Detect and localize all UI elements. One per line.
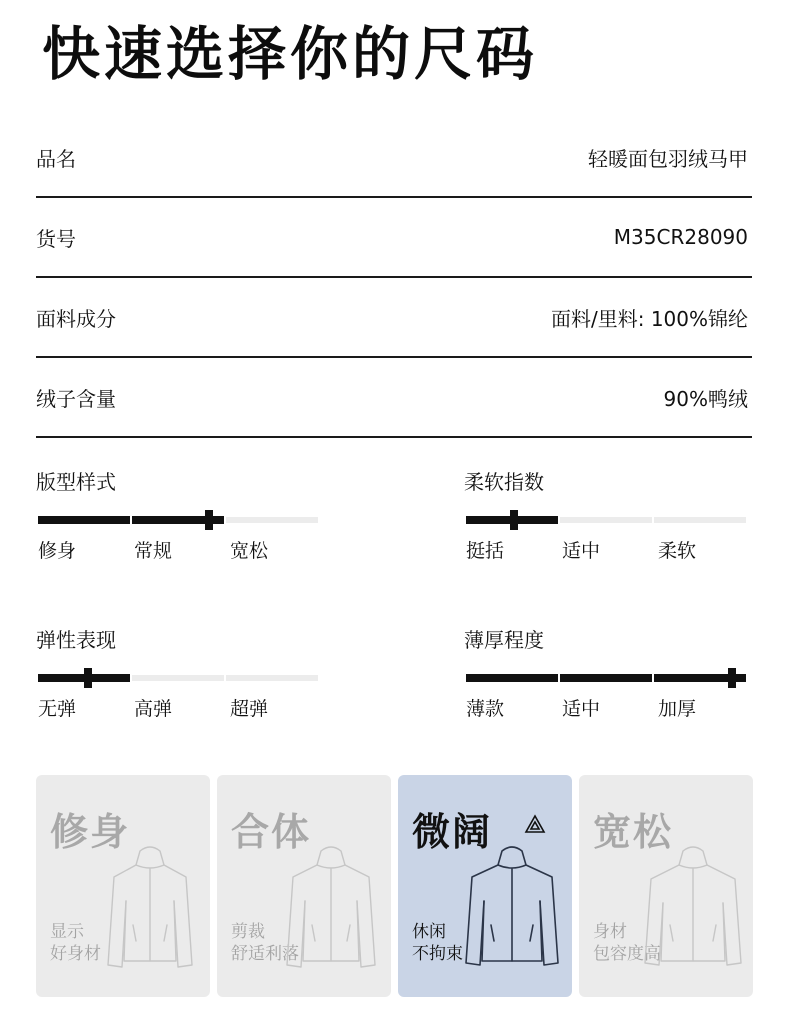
metric-scale — [36, 510, 320, 562]
fit-card-desc-line: 剪裁 — [231, 922, 265, 942]
hooded-jacket-icon — [100, 841, 200, 971]
scale-label: 柔软 — [658, 540, 697, 562]
scale-marker — [205, 510, 213, 530]
metric-scale — [36, 668, 320, 720]
hooded-jacket-icon — [281, 841, 381, 971]
info-value: M35CR28090 — [613, 225, 748, 249]
triangle-logo-icon — [524, 813, 546, 835]
scale-segment — [466, 674, 558, 682]
scale-segment — [38, 516, 130, 524]
scale-label: 常规 — [134, 540, 173, 562]
info-label: 绒子含量 — [36, 386, 116, 411]
metric-thickness — [464, 626, 748, 720]
info-row-product-name — [36, 118, 752, 198]
fit-card-name: 合体 — [231, 810, 312, 854]
scale-segment — [560, 674, 652, 682]
scale-label: 适中 — [562, 540, 601, 562]
scale-label: 适中 — [562, 698, 601, 720]
fit-card-desc-line: 好身材 — [50, 944, 101, 964]
hooded-jacket-icon — [462, 841, 562, 971]
scale-segment — [560, 517, 652, 523]
scale-marker — [84, 668, 92, 688]
scale-label: 修身 — [38, 540, 77, 562]
scale-marker — [728, 668, 736, 688]
info-row-fabric — [36, 278, 752, 358]
fit-card-name: 修身 — [50, 810, 131, 854]
metric-title: 柔软指数 — [464, 470, 544, 494]
scale-label: 高弹 — [134, 698, 173, 720]
info-label: 面料成分 — [36, 306, 116, 331]
fit-card-relaxed[interactable] — [398, 775, 572, 997]
info-value: 轻暖面包羽绒马甲 — [588, 146, 748, 171]
scale-segment — [226, 517, 318, 523]
info-row-item-number — [36, 198, 752, 278]
info-label: 品名 — [36, 146, 76, 171]
metric-title: 版型样式 — [36, 470, 116, 494]
fit-card-desc — [412, 921, 463, 965]
scale-segment — [654, 517, 746, 523]
info-row-down-content — [36, 358, 752, 438]
fit-card-desc-line: 显示 — [50, 922, 84, 942]
metric-fit-style — [36, 468, 320, 562]
fit-card-desc — [50, 921, 101, 965]
metric-scale — [464, 668, 748, 720]
fit-card-desc-line: 舒适利落 — [231, 944, 299, 964]
scale-label: 挺括 — [466, 540, 505, 562]
scale-label: 宽松 — [230, 540, 269, 562]
scale-segment — [132, 675, 224, 681]
info-value: 90%鸭绒 — [663, 386, 748, 411]
scale-label: 薄款 — [466, 698, 505, 720]
metric-title: 弹性表现 — [36, 628, 116, 652]
info-value: 面料/里料: 100%锦纶 — [550, 306, 748, 331]
metric-softness — [464, 468, 748, 562]
scale-label: 加厚 — [658, 698, 697, 720]
hooded-jacket-icon — [643, 841, 743, 971]
page-title: 快速选择你的尺码 — [42, 20, 539, 88]
fit-card-slim[interactable] — [36, 775, 210, 997]
fit-card-loose[interactable] — [579, 775, 753, 997]
fit-card-desc-line: 包容度高 — [593, 944, 661, 964]
scale-segment — [226, 675, 318, 681]
fit-card-desc-line: 身材 — [593, 922, 627, 942]
scale-label: 无弹 — [38, 698, 77, 720]
fit-card-name: 微阔 — [412, 810, 493, 854]
info-label: 货号 — [36, 226, 76, 251]
metric-scale — [464, 510, 748, 562]
metric-elasticity — [36, 626, 320, 720]
scale-marker — [510, 510, 518, 530]
fit-card-regular[interactable] — [217, 775, 391, 997]
fit-card-desc-line: 休闲 — [412, 922, 446, 942]
metric-title: 薄厚程度 — [464, 628, 544, 652]
fit-card-desc-line: 不拘束 — [412, 944, 463, 964]
scale-label: 超弹 — [230, 698, 269, 720]
fit-card-name: 宽松 — [593, 810, 674, 854]
